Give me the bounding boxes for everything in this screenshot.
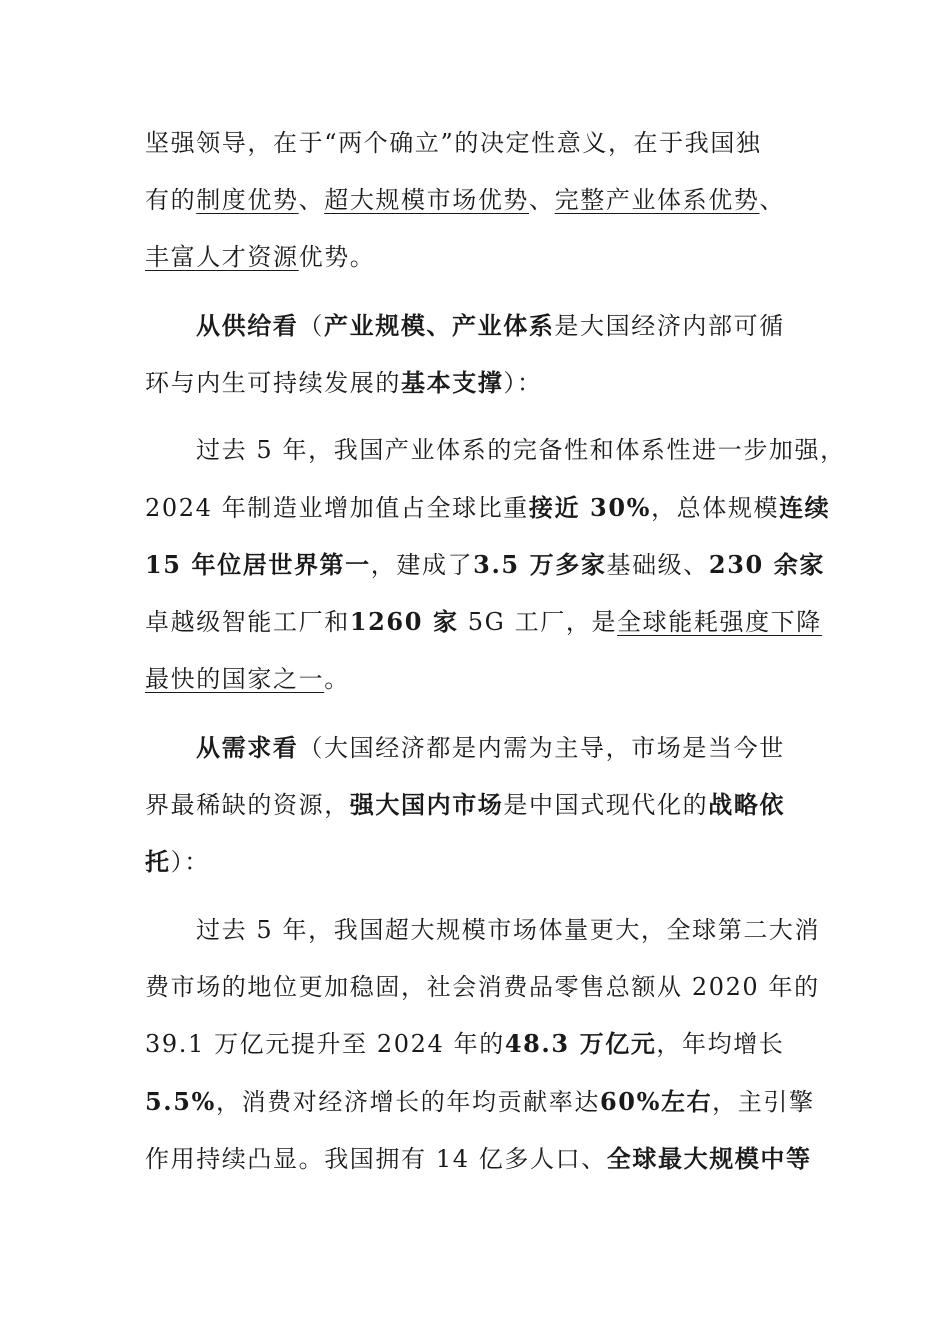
paragraph-line bbox=[145, 788, 785, 822]
text-run: 。 bbox=[324, 665, 350, 693]
paragraph-line bbox=[145, 548, 825, 582]
text-run: 过去 5 年，我国超大规模市场体量更大，全球第二大消 bbox=[196, 916, 821, 944]
underlined-phrase: 制度优势 bbox=[196, 186, 299, 214]
text-run: 有的 bbox=[145, 186, 197, 214]
text-run: 是大国经济内部可循 bbox=[554, 312, 785, 340]
text-run: 5G 工厂，是 bbox=[458, 608, 618, 636]
text-run: （ bbox=[298, 312, 325, 340]
paragraph-line bbox=[196, 731, 785, 765]
bold-phrase: 基本支撑 bbox=[401, 368, 504, 397]
bold-phrase: 48.3 万亿元 bbox=[504, 1029, 657, 1058]
text-run: 界最稀缺的资源， bbox=[145, 791, 350, 819]
paragraph-line bbox=[145, 605, 822, 639]
text-run: 环与内生可持续发展的 bbox=[145, 369, 401, 397]
bold-phrase: 230 余家 bbox=[708, 550, 825, 579]
text-run: 基础级、 bbox=[606, 551, 709, 579]
underlined-phrase: 最快的国家之一 bbox=[145, 665, 325, 693]
text-run: ）： bbox=[503, 369, 543, 397]
text-run: 、 bbox=[529, 186, 555, 214]
underlined-phrase: 全球能耗强度下降 bbox=[617, 608, 822, 636]
underlined-phrase: 超大规模市场优势 bbox=[324, 186, 530, 214]
text-run: 卓越级智能工厂和 bbox=[145, 608, 350, 636]
bold-phrase: 托 bbox=[145, 847, 171, 876]
text-run: ，建成了 bbox=[370, 551, 474, 579]
paragraph-line bbox=[145, 126, 762, 160]
bold-phrase: 强大国内市场 bbox=[349, 790, 504, 819]
text-run: 39.1 万亿元提升至 2024 年的 bbox=[145, 1030, 505, 1058]
section-heading: 从需求看 bbox=[196, 733, 299, 762]
text-run: ，消费对经济增长的年均贡献率达 bbox=[215, 1088, 600, 1116]
text-run: 2024 年制造业增加值占全球比重 bbox=[145, 494, 529, 522]
text-run: 坚强领导，在于“两个确立”的决定性意义，在于我国独 bbox=[145, 129, 762, 157]
paragraph-line bbox=[145, 1027, 784, 1061]
bold-phrase: 产业规模、产业体系 bbox=[324, 311, 555, 340]
text-run: 、 bbox=[759, 186, 786, 214]
paragraph-line bbox=[145, 845, 210, 879]
paragraph-line bbox=[145, 662, 350, 696]
paragraph-line bbox=[196, 433, 846, 467]
paragraph-line bbox=[145, 183, 785, 217]
paragraph-line bbox=[145, 1085, 815, 1119]
bold-phrase: 全球最大规模中等 bbox=[606, 1144, 812, 1173]
bold-phrase: 3.5 万多家 bbox=[473, 550, 607, 579]
text-run: 是中国式现代化的 bbox=[503, 791, 709, 819]
paragraph-line bbox=[196, 913, 820, 947]
text-run: 费市场的地位更加稳固，社会消费品零售总额从 2020 年的 bbox=[145, 973, 820, 1001]
text-run: ）： bbox=[170, 848, 210, 876]
text-run: 优势。 bbox=[298, 243, 376, 271]
paragraph-line bbox=[196, 309, 785, 343]
paragraph-line bbox=[145, 970, 820, 1004]
bold-phrase: 战略依 bbox=[708, 790, 786, 819]
paragraph-line bbox=[145, 240, 375, 274]
section-heading: 从供给看 bbox=[196, 311, 299, 340]
bold-phrase: 接近 30% bbox=[528, 493, 652, 522]
text-run: ，主引擎 bbox=[712, 1088, 815, 1116]
text-run: 作用持续凸显。我国拥有 14 亿多人口、 bbox=[145, 1145, 607, 1173]
underlined-phrase: 丰富人才资源 bbox=[145, 243, 299, 271]
text-run: ，年均增长 bbox=[656, 1030, 785, 1058]
underlined-phrase: 完整产业体系优势 bbox=[554, 186, 760, 214]
paragraph-line bbox=[145, 1142, 812, 1176]
text-run: （大国经济都是内需为主导，市场是当今世 bbox=[298, 734, 785, 762]
bold-phrase: 15 年位居世界第一 bbox=[145, 550, 371, 579]
paragraph-line bbox=[145, 491, 830, 525]
text-run: ，总体规模 bbox=[651, 494, 780, 522]
paragraph-line bbox=[145, 366, 543, 400]
text-run: 过去 5 年，我国产业体系的完备性和体系性进一步加强， bbox=[196, 436, 846, 464]
bold-phrase: 1260 家 bbox=[349, 607, 459, 636]
text-run: 、 bbox=[298, 186, 325, 214]
bold-phrase: 60%左右 bbox=[599, 1087, 713, 1116]
bold-phrase: 5.5% bbox=[145, 1087, 216, 1116]
bold-phrase: 连续 bbox=[779, 493, 831, 522]
